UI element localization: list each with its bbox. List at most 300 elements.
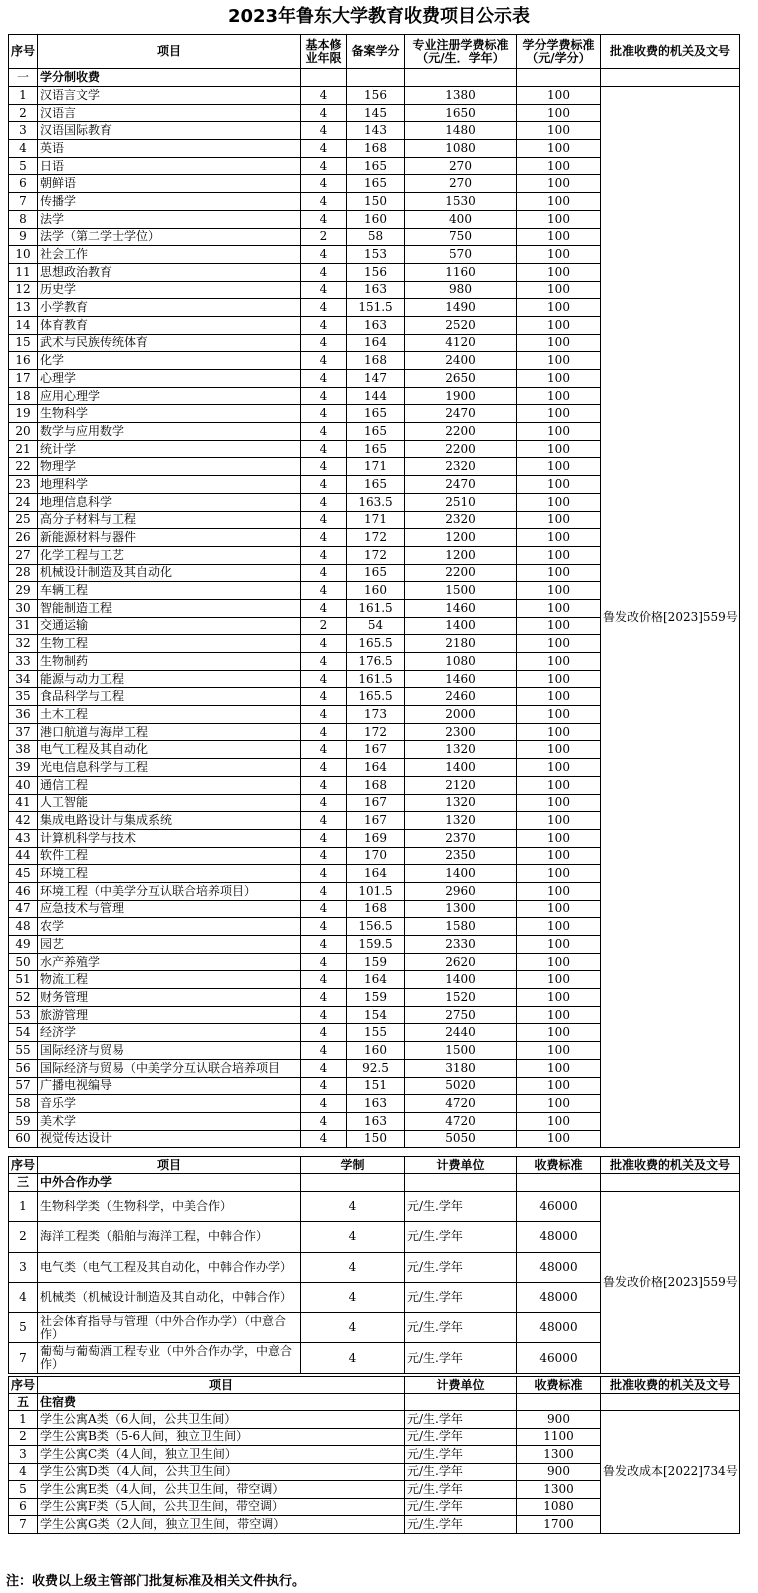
row-credit-fee: 100 xyxy=(517,564,601,582)
row-credit-fee: 100 xyxy=(517,458,601,476)
row-credits: 163 xyxy=(347,1095,405,1113)
row-tuition: 4720 xyxy=(405,1095,517,1113)
row-credit-fee: 100 xyxy=(517,582,601,600)
row-years: 4 xyxy=(301,87,347,105)
row-tuition: 1200 xyxy=(405,529,517,547)
row-credits: 163 xyxy=(347,316,405,334)
row-index: 43 xyxy=(9,829,38,847)
row-item: 数学与应用数学 xyxy=(38,423,301,441)
row-index: 32 xyxy=(9,635,38,653)
row-years: 4 xyxy=(301,316,347,334)
row-duration: 4 xyxy=(301,1313,405,1343)
row-standard: 48000 xyxy=(517,1252,601,1282)
row-index: 56 xyxy=(9,1059,38,1077)
row-credits: 165 xyxy=(347,440,405,458)
row-index: 49 xyxy=(9,936,38,954)
row-index: 1 xyxy=(9,87,38,105)
row-credits: 150 xyxy=(347,193,405,211)
row-credit-fee: 100 xyxy=(517,1130,601,1148)
row-credits: 161.5 xyxy=(347,670,405,688)
row-credit-fee: 100 xyxy=(517,812,601,830)
row-tuition: 1500 xyxy=(405,1042,517,1060)
row-credits: 164 xyxy=(347,865,405,883)
row-tuition: 1580 xyxy=(405,918,517,936)
row-item: 国际经济与贸易 xyxy=(38,1042,301,1060)
row-tuition: 2520 xyxy=(405,316,517,334)
row-item: 国际经济与贸易（中美学分互认联合培养项目 xyxy=(38,1059,301,1077)
row-item: 学生公寓D类（4人间，公共卫生间） xyxy=(38,1463,405,1481)
row-credit-fee: 100 xyxy=(517,953,601,971)
group-title: 中外合作办学 xyxy=(38,1174,301,1192)
row-years: 4 xyxy=(301,246,347,264)
row-item: 能源与动力工程 xyxy=(38,670,301,688)
row-years: 4 xyxy=(301,122,347,140)
row-credit-fee: 100 xyxy=(517,617,601,635)
row-tuition: 1300 xyxy=(405,900,517,918)
row-tuition: 2200 xyxy=(405,423,517,441)
row-index: 55 xyxy=(9,1042,38,1060)
row-duration: 4 xyxy=(301,1222,405,1252)
row-tuition: 1320 xyxy=(405,741,517,759)
row-credits: 156 xyxy=(347,87,405,105)
row-years: 4 xyxy=(301,281,347,299)
row-credit-fee: 100 xyxy=(517,1112,601,1130)
row-credits: 159 xyxy=(347,989,405,1007)
row-item: 学生公寓A类（6人间，公共卫生间） xyxy=(38,1411,405,1429)
row-credits: 164 xyxy=(347,334,405,352)
row-index: 50 xyxy=(9,953,38,971)
row-item: 新能源材料与器件 xyxy=(38,529,301,547)
row-index: 14 xyxy=(9,316,38,334)
row-duration: 4 xyxy=(301,1343,405,1373)
row-item: 计算机科学与技术 xyxy=(38,829,301,847)
row-credits: 150 xyxy=(347,1130,405,1148)
row-credits: 164 xyxy=(347,759,405,777)
row-index: 25 xyxy=(9,511,38,529)
row-tuition: 980 xyxy=(405,281,517,299)
row-years: 4 xyxy=(301,1059,347,1077)
row-item: 人工智能 xyxy=(38,794,301,812)
row-index: 28 xyxy=(9,564,38,582)
row-years: 4 xyxy=(301,529,347,547)
row-tuition: 1080 xyxy=(405,653,517,671)
row-index: 31 xyxy=(9,617,38,635)
row-credits: 171 xyxy=(347,458,405,476)
row-credits: 176.5 xyxy=(347,653,405,671)
row-item: 港口航道与海岸工程 xyxy=(38,723,301,741)
row-credits: 165.5 xyxy=(347,635,405,653)
row-index: 23 xyxy=(9,476,38,494)
row-tuition: 1400 xyxy=(405,865,517,883)
row-credits: 168 xyxy=(347,900,405,918)
row-tuition: 570 xyxy=(405,246,517,264)
row-item: 经济学 xyxy=(38,1024,301,1042)
group-number: 一 xyxy=(9,69,38,87)
row-standard: 1100 xyxy=(517,1428,601,1446)
row-credit-fee: 100 xyxy=(517,723,601,741)
row-tuition: 2180 xyxy=(405,635,517,653)
row-tuition: 1500 xyxy=(405,582,517,600)
row-credit-fee: 100 xyxy=(517,476,601,494)
row-index: 6 xyxy=(9,1498,38,1516)
row-item: 学生公寓E类（4人间，公共卫生间，带空调） xyxy=(38,1481,405,1499)
row-index: 36 xyxy=(9,706,38,724)
row-item: 生物制药 xyxy=(38,653,301,671)
row-index: 11 xyxy=(9,263,38,281)
row-credit-fee: 100 xyxy=(517,829,601,847)
row-item: 光电信息科学与工程 xyxy=(38,759,301,777)
row-item: 汉语言 xyxy=(38,104,301,122)
row-tuition: 1460 xyxy=(405,670,517,688)
row-credits: 165 xyxy=(347,564,405,582)
row-index: 52 xyxy=(9,989,38,1007)
row-credits: 156 xyxy=(347,263,405,281)
row-item: 统计学 xyxy=(38,440,301,458)
row-tuition: 270 xyxy=(405,157,517,175)
row-years: 4 xyxy=(301,493,347,511)
row-credits: 145 xyxy=(347,104,405,122)
row-credit-fee: 100 xyxy=(517,1095,601,1113)
row-credit-fee: 100 xyxy=(517,741,601,759)
row-years: 4 xyxy=(301,387,347,405)
row-credits: 144 xyxy=(347,387,405,405)
row-years: 4 xyxy=(301,865,347,883)
row-credit-fee: 100 xyxy=(517,493,601,511)
row-unit: 元/生.学年 xyxy=(405,1428,517,1446)
row-item: 集成电路设计与集成系统 xyxy=(38,812,301,830)
table-row xyxy=(9,1411,740,1429)
row-tuition: 5050 xyxy=(405,1130,517,1148)
row-tuition: 400 xyxy=(405,210,517,228)
row-item: 武术与民族传统体育 xyxy=(38,334,301,352)
row-item: 应用心理学 xyxy=(38,387,301,405)
row-credits: 54 xyxy=(347,617,405,635)
row-credits: 155 xyxy=(347,1024,405,1042)
row-credit-fee: 100 xyxy=(517,281,601,299)
row-item: 智能制造工程 xyxy=(38,599,301,617)
row-credit-fee: 100 xyxy=(517,1077,601,1095)
row-tuition: 2200 xyxy=(405,564,517,582)
row-tuition: 2440 xyxy=(405,1024,517,1042)
row-years: 4 xyxy=(301,670,347,688)
row-item: 旅游管理 xyxy=(38,1006,301,1024)
row-index: 44 xyxy=(9,847,38,865)
row-tuition: 2300 xyxy=(405,723,517,741)
row-item: 物流工程 xyxy=(38,971,301,989)
row-credit-fee: 100 xyxy=(517,87,601,105)
col-header-index: 序号 xyxy=(9,1377,38,1394)
row-index: 5 xyxy=(9,157,38,175)
row-years: 4 xyxy=(301,564,347,582)
row-years: 4 xyxy=(301,599,347,617)
row-years: 4 xyxy=(301,352,347,370)
row-years: 4 xyxy=(301,582,347,600)
row-credits: 160 xyxy=(347,582,405,600)
row-unit: 元/生.学年 xyxy=(405,1192,517,1222)
row-credit-fee: 100 xyxy=(517,352,601,370)
row-item: 电气类（电气工程及其自动化，中韩合作办学） xyxy=(38,1252,301,1282)
row-index: 41 xyxy=(9,794,38,812)
row-credit-fee: 100 xyxy=(517,104,601,122)
row-credits: 167 xyxy=(347,794,405,812)
row-index: 4 xyxy=(9,1282,38,1312)
row-years: 4 xyxy=(301,175,347,193)
row-index: 1 xyxy=(9,1192,38,1222)
row-tuition: 750 xyxy=(405,228,517,246)
row-item: 环境工程 xyxy=(38,865,301,883)
table-header-row xyxy=(9,1157,740,1174)
row-standard: 1300 xyxy=(517,1446,601,1464)
row-credits: 163 xyxy=(347,1112,405,1130)
row-credits: 165.5 xyxy=(347,688,405,706)
row-credits: 165 xyxy=(347,405,405,423)
approval-document: 鲁发改价格[2023]559号 xyxy=(601,87,740,1148)
row-duration: 4 xyxy=(301,1282,405,1312)
row-index: 3 xyxy=(9,1252,38,1282)
row-tuition: 1320 xyxy=(405,794,517,812)
row-index: 58 xyxy=(9,1095,38,1113)
row-tuition: 2370 xyxy=(405,829,517,847)
row-index: 5 xyxy=(9,1313,38,1343)
col-header-item: 项目 xyxy=(38,35,301,69)
row-credit-fee: 100 xyxy=(517,334,601,352)
row-index: 21 xyxy=(9,440,38,458)
row-duration: 4 xyxy=(301,1252,405,1282)
row-credit-fee: 100 xyxy=(517,794,601,812)
row-years: 4 xyxy=(301,847,347,865)
row-unit: 元/生.学年 xyxy=(405,1252,517,1282)
row-item: 环境工程（中美学分互认联合培养项目） xyxy=(38,882,301,900)
row-credit-fee: 100 xyxy=(517,440,601,458)
row-tuition: 1400 xyxy=(405,617,517,635)
row-unit: 元/生.学年 xyxy=(405,1343,517,1373)
row-years: 4 xyxy=(301,794,347,812)
col-header-item: 项目 xyxy=(38,1157,301,1174)
row-tuition: 1400 xyxy=(405,759,517,777)
row-credits: 151 xyxy=(347,1077,405,1095)
row-credit-fee: 100 xyxy=(517,175,601,193)
row-years: 4 xyxy=(301,1006,347,1024)
row-years: 4 xyxy=(301,511,347,529)
row-item: 学生公寓C类（4人间，独立卫生间） xyxy=(38,1446,405,1464)
row-tuition: 2510 xyxy=(405,493,517,511)
row-item: 物理学 xyxy=(38,458,301,476)
row-years: 4 xyxy=(301,263,347,281)
group-number: 五 xyxy=(9,1394,38,1411)
row-index: 2 xyxy=(9,1222,38,1252)
row-item: 思想政治教育 xyxy=(38,263,301,281)
row-index: 37 xyxy=(9,723,38,741)
row-item: 生物工程 xyxy=(38,635,301,653)
row-item: 葡萄与葡萄酒工程专业（中外合作办学，中意合作） xyxy=(38,1343,301,1373)
col-header-years: 基本修业年限 xyxy=(301,35,347,69)
row-item: 化学 xyxy=(38,352,301,370)
row-index: 59 xyxy=(9,1112,38,1130)
row-years: 2 xyxy=(301,228,347,246)
credit-fee-table xyxy=(8,34,740,1148)
row-item: 美术学 xyxy=(38,1112,301,1130)
row-standard: 46000 xyxy=(517,1343,601,1373)
row-credit-fee: 100 xyxy=(517,529,601,547)
row-years: 4 xyxy=(301,299,347,317)
row-years: 4 xyxy=(301,989,347,1007)
row-credits: 163 xyxy=(347,281,405,299)
row-credits: 160 xyxy=(347,210,405,228)
row-unit: 元/生.学年 xyxy=(405,1313,517,1343)
row-tuition: 4120 xyxy=(405,334,517,352)
row-tuition: 1520 xyxy=(405,989,517,1007)
row-item: 英语 xyxy=(38,140,301,158)
row-unit: 元/生.学年 xyxy=(405,1411,517,1429)
row-index: 27 xyxy=(9,546,38,564)
col-header-approval: 批准收费的机关及文号 xyxy=(601,35,740,69)
row-credits: 167 xyxy=(347,812,405,830)
row-tuition: 2120 xyxy=(405,776,517,794)
row-item: 通信工程 xyxy=(38,776,301,794)
row-tuition: 2470 xyxy=(405,405,517,423)
row-index: 8 xyxy=(9,210,38,228)
row-years: 4 xyxy=(301,476,347,494)
row-tuition: 5020 xyxy=(405,1077,517,1095)
row-credits: 153 xyxy=(347,246,405,264)
row-credits: 165 xyxy=(347,175,405,193)
row-unit: 元/生.学年 xyxy=(405,1498,517,1516)
row-years: 4 xyxy=(301,546,347,564)
row-index: 10 xyxy=(9,246,38,264)
row-item: 朝鲜语 xyxy=(38,175,301,193)
row-standard: 900 xyxy=(517,1411,601,1429)
row-index: 24 xyxy=(9,493,38,511)
row-index: 29 xyxy=(9,582,38,600)
row-tuition: 1650 xyxy=(405,104,517,122)
row-credits: 159.5 xyxy=(347,936,405,954)
row-credit-fee: 100 xyxy=(517,688,601,706)
row-item: 机械类（机械设计制造及其自动化，中韩合作） xyxy=(38,1282,301,1312)
row-item: 软件工程 xyxy=(38,847,301,865)
row-tuition: 2460 xyxy=(405,688,517,706)
table-row xyxy=(9,1192,740,1222)
row-years: 4 xyxy=(301,900,347,918)
row-years: 4 xyxy=(301,688,347,706)
row-item: 农学 xyxy=(38,918,301,936)
row-index: 54 xyxy=(9,1024,38,1042)
row-item: 海洋工程类（船舶与海洋工程，中韩合作） xyxy=(38,1222,301,1252)
row-item: 生物科学 xyxy=(38,405,301,423)
row-item: 食品科学与工程 xyxy=(38,688,301,706)
row-years: 4 xyxy=(301,193,347,211)
col-header-approval: 批准收费的机关及文号 xyxy=(601,1157,740,1174)
row-credits: 173 xyxy=(347,706,405,724)
row-index: 33 xyxy=(9,653,38,671)
row-credits: 156.5 xyxy=(347,918,405,936)
table-header-row xyxy=(9,1377,740,1394)
row-standard: 48000 xyxy=(517,1313,601,1343)
row-index: 13 xyxy=(9,299,38,317)
group-title: 学分制收费 xyxy=(38,69,301,87)
row-index: 45 xyxy=(9,865,38,883)
accommodation-fee-table xyxy=(8,1376,740,1534)
row-item: 地理科学 xyxy=(38,476,301,494)
row-index: 57 xyxy=(9,1077,38,1095)
row-item: 法学（第二学士学位） xyxy=(38,228,301,246)
row-unit: 元/生.学年 xyxy=(405,1446,517,1464)
row-years: 4 xyxy=(301,458,347,476)
row-years: 2 xyxy=(301,617,347,635)
row-credits: 154 xyxy=(347,1006,405,1024)
row-index: 15 xyxy=(9,334,38,352)
row-tuition: 2470 xyxy=(405,476,517,494)
row-credit-fee: 100 xyxy=(517,210,601,228)
row-index: 26 xyxy=(9,529,38,547)
row-tuition: 1200 xyxy=(405,546,517,564)
row-standard: 48000 xyxy=(517,1222,601,1252)
row-credits: 165 xyxy=(347,157,405,175)
row-credits: 58 xyxy=(347,228,405,246)
row-years: 4 xyxy=(301,140,347,158)
row-tuition: 2320 xyxy=(405,511,517,529)
row-index: 7 xyxy=(9,1516,38,1534)
row-standard: 1300 xyxy=(517,1481,601,1499)
row-tuition: 4720 xyxy=(405,1112,517,1130)
row-item: 社会体育指导与管理（中外合作办学）（中意合作） xyxy=(38,1313,301,1343)
row-credit-fee: 100 xyxy=(517,1006,601,1024)
approval-document: 鲁发改成本[2022]734号 xyxy=(601,1411,740,1534)
group-row xyxy=(9,1394,740,1411)
row-credit-fee: 100 xyxy=(517,865,601,883)
col-header-credits: 备案学分 xyxy=(347,35,405,69)
row-credits: 165 xyxy=(347,476,405,494)
row-index: 20 xyxy=(9,423,38,441)
row-credit-fee: 100 xyxy=(517,423,601,441)
row-credits: 169 xyxy=(347,829,405,847)
row-tuition: 2350 xyxy=(405,847,517,865)
row-item: 化学工程与工艺 xyxy=(38,546,301,564)
row-tuition: 1480 xyxy=(405,122,517,140)
row-years: 4 xyxy=(301,882,347,900)
row-credit-fee: 100 xyxy=(517,228,601,246)
row-credit-fee: 100 xyxy=(517,759,601,777)
row-tuition: 1530 xyxy=(405,193,517,211)
table-header-row xyxy=(9,35,740,69)
row-standard: 1080 xyxy=(517,1498,601,1516)
row-item: 日语 xyxy=(38,157,301,175)
row-credit-fee: 100 xyxy=(517,918,601,936)
row-credits: 172 xyxy=(347,546,405,564)
row-index: 4 xyxy=(9,1463,38,1481)
row-years: 4 xyxy=(301,104,347,122)
row-tuition: 270 xyxy=(405,175,517,193)
row-credits: 151.5 xyxy=(347,299,405,317)
row-item: 高分子材料与工程 xyxy=(38,511,301,529)
row-index: 9 xyxy=(9,228,38,246)
page-title: 2023年鲁东大学教育收费项目公示表 xyxy=(227,6,531,27)
row-item: 地理信息科学 xyxy=(38,493,301,511)
row-credits: 171 xyxy=(347,511,405,529)
row-credits: 172 xyxy=(347,529,405,547)
row-duration: 4 xyxy=(301,1192,405,1222)
row-index: 38 xyxy=(9,741,38,759)
row-index: 7 xyxy=(9,1343,38,1373)
row-credit-fee: 100 xyxy=(517,900,601,918)
row-index: 35 xyxy=(9,688,38,706)
approval-document: 鲁发改价格[2023]559号 xyxy=(601,1192,740,1374)
row-years: 4 xyxy=(301,405,347,423)
row-index: 2 xyxy=(9,1428,38,1446)
row-credit-fee: 100 xyxy=(517,635,601,653)
row-tuition: 2750 xyxy=(405,1006,517,1024)
row-unit: 元/生.学年 xyxy=(405,1222,517,1252)
row-credit-fee: 100 xyxy=(517,246,601,264)
